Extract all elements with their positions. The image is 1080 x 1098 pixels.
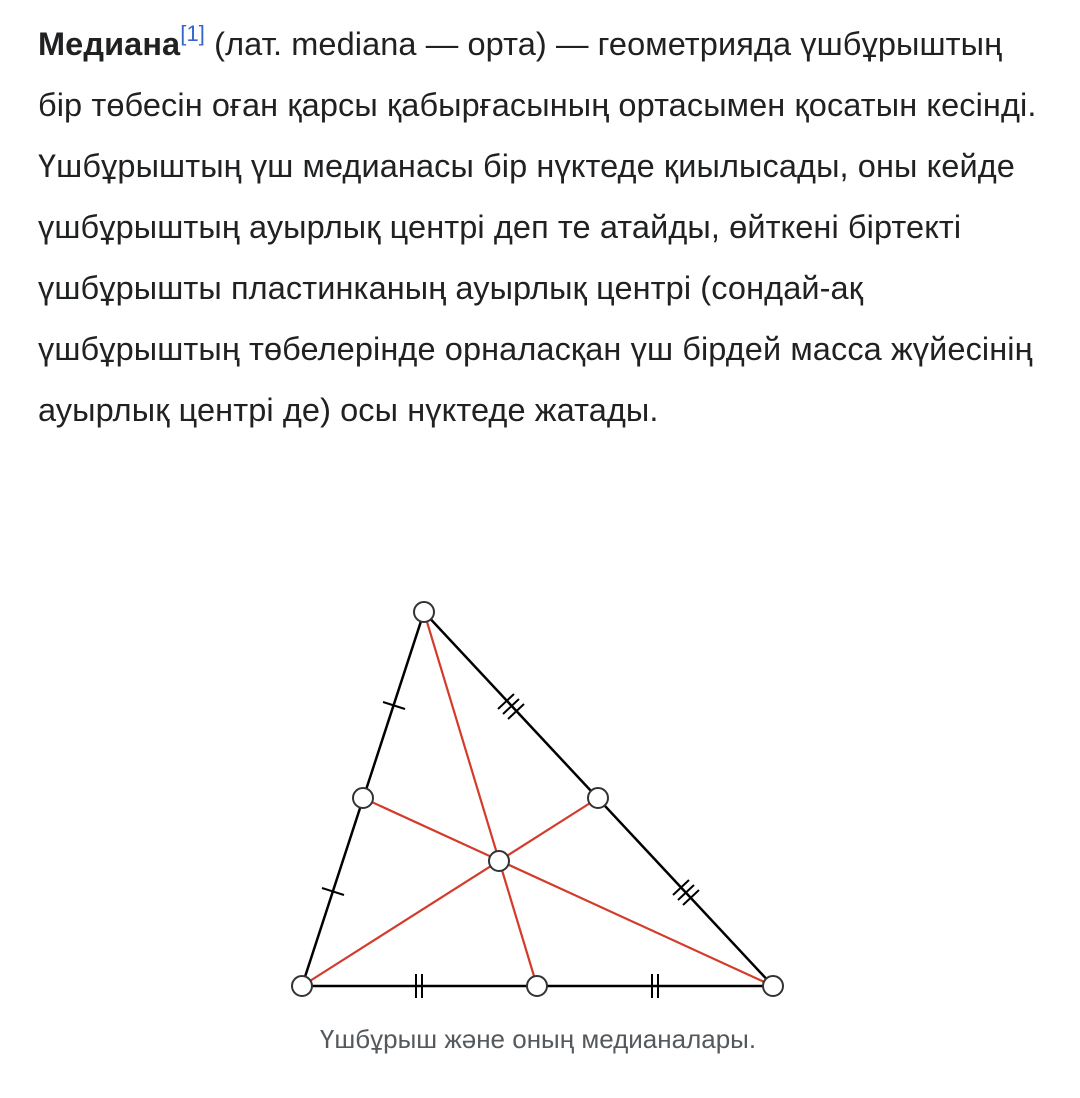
triangle-medians-diagram <box>0 590 1080 1020</box>
reference-link[interactable]: [1] <box>180 21 206 46</box>
vertex-top <box>414 602 434 622</box>
median-from-right <box>363 798 773 986</box>
centroid-point <box>489 851 509 871</box>
midpoint-bottom-side <box>527 976 547 996</box>
triangle-medians-figure <box>0 590 1080 1090</box>
figure-caption: Үшбұрыш және оның медианалары. <box>319 1024 757 1054</box>
midpoint-right-side <box>588 788 608 808</box>
article-paragraph <box>38 14 1048 441</box>
article-body-text: (лат. mediana — орта) — геометрияда үшбұрыштың бір төбесін оған қарсы қабырғасының ортасымен қосатын кесінді. Үшбұрыштың үш медианасы бір нүктеде қиылысады, оны кейде үшбұрыштың ауырлық центрі деп те атайды, өйткені біртекті үшбұрышты пластинканың ауырлық центрі (сондай-ақ үшбұрыштың төбелерінде орналасқан үш бірдей масса жүйесінің ауырлық центрі де) осы нүктеде жатады. <box>38 26 1037 428</box>
median-from-left <box>302 798 598 986</box>
vertex-bottom-left <box>292 976 312 996</box>
midpoint-left-side <box>353 788 373 808</box>
median-from-top <box>424 612 537 986</box>
vertex-bottom-right <box>763 976 783 996</box>
article-term: Медиана <box>38 26 181 62</box>
